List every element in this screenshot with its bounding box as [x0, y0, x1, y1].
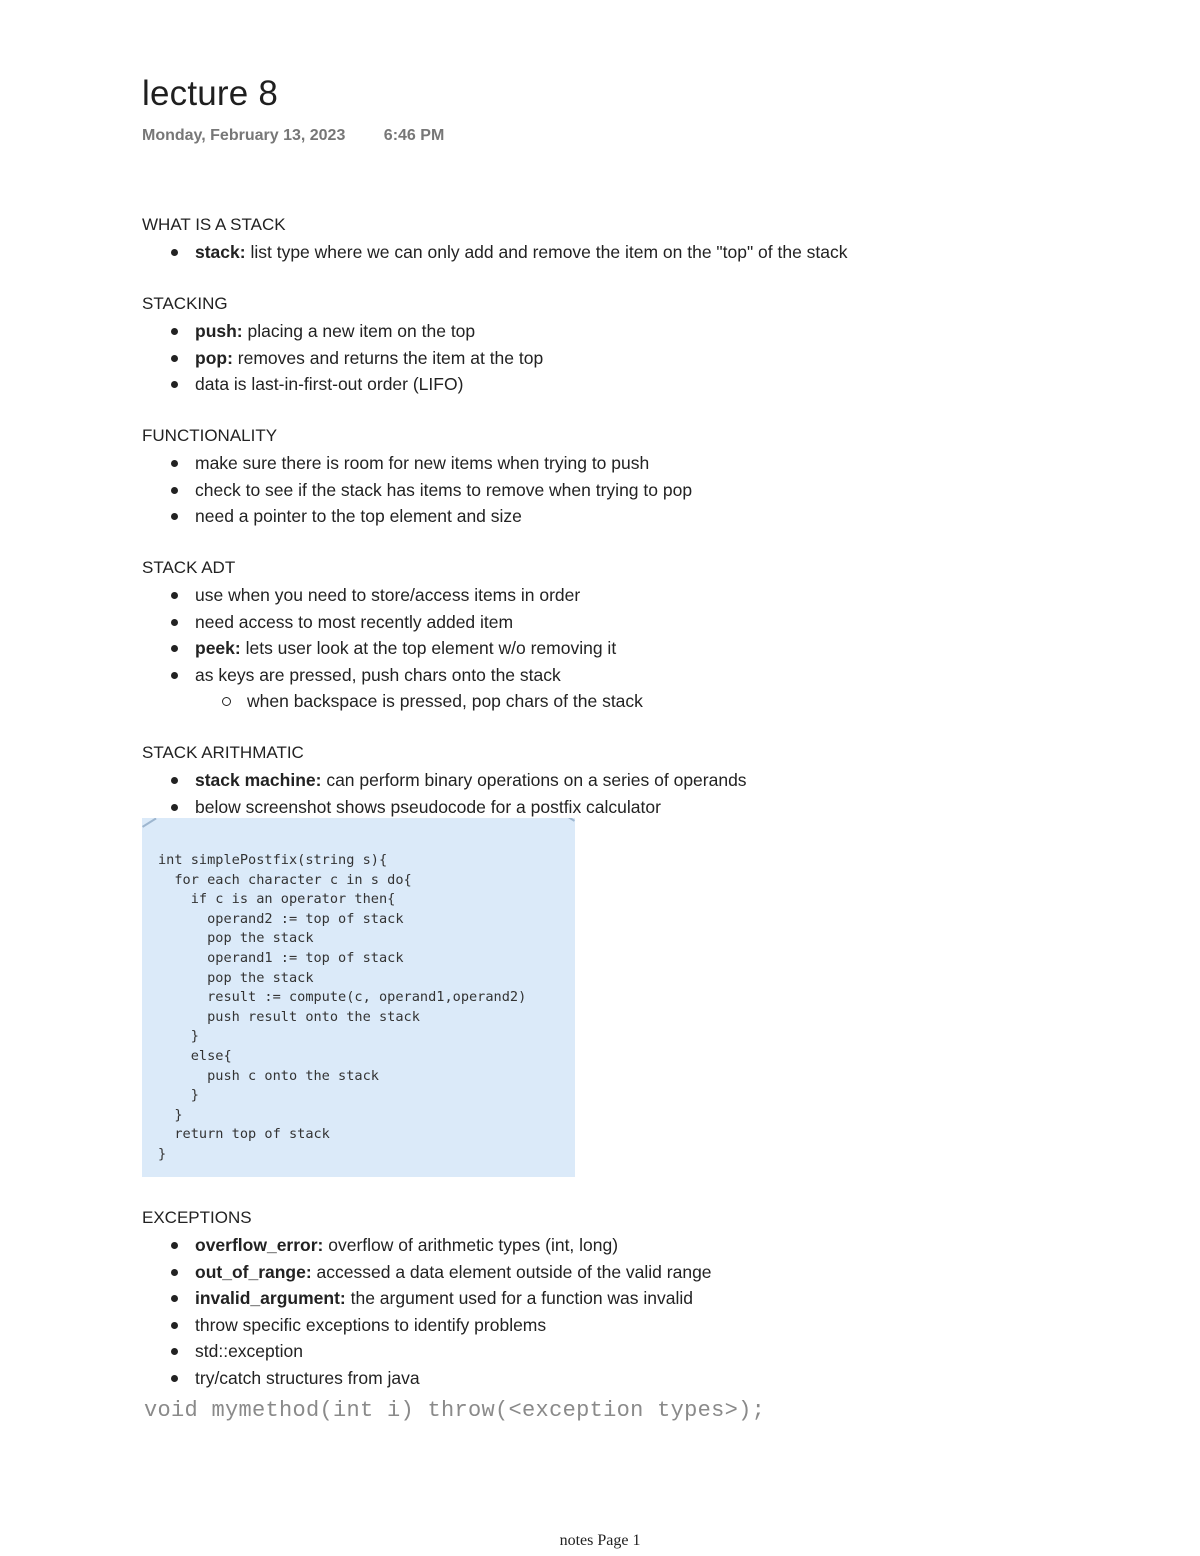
pseudocode-line: else{: [158, 1047, 232, 1064]
bullet-list-arithmetic: [142, 767, 747, 820]
bullet-item: [142, 477, 692, 504]
bullet-text: overflow of arithmetic types (int, long): [323, 1235, 619, 1255]
page-timestamp: [142, 127, 444, 145]
bullet-term: out_of_range:: [195, 1261, 312, 1282]
bullet-text: lets user look at the top element w/o removing it: [240, 638, 617, 658]
bullet-term: overflow_error:: [195, 1235, 324, 1255]
pseudocode-line: return top of stack: [158, 1126, 330, 1143]
bullet-item: [142, 662, 643, 689]
pseudocode-line: int simplePostfix(string s){: [158, 852, 388, 868]
bullet-text: below screenshot shows pseudocode for a postfix calculator: [195, 796, 661, 817]
pseudocode-line: pop the stack: [158, 930, 314, 947]
bullet-text: removes and returns the item at the top: [232, 347, 544, 368]
method-signature-code: void mymethod(int i) throw(<exception types>);: [144, 1398, 766, 1423]
bullet-term: push:: [195, 321, 243, 341]
pseudocode-line: pop the stack: [158, 969, 314, 986]
pseudocode-line: for each character c in s do{: [158, 871, 412, 888]
bullet-term: pop:: [195, 347, 233, 368]
pseudocode-screenshot: [142, 818, 575, 1177]
pseudocode-line: }: [158, 1106, 183, 1123]
bullet-term: peek:: [195, 638, 241, 658]
bullet-text: can perform binary operations on a series of operands: [321, 770, 747, 790]
bullet-item: [142, 794, 747, 821]
page-time: 6:46 PM: [383, 127, 445, 144]
page-footer: notes Page 1: [559, 1532, 641, 1549]
bullet-item: [142, 371, 543, 398]
pseudocode-line: operand1 := top of stack: [158, 949, 404, 966]
bullet-item: [142, 1365, 712, 1392]
screenshot-corner-right: [555, 818, 575, 830]
pseudocode-line: result := compute(c, operand1,operand2): [158, 989, 527, 1006]
bullet-item: [142, 450, 692, 477]
bullet-item: [142, 582, 643, 609]
bullet-text: try/catch structures from java: [195, 1367, 420, 1388]
bullet-item: [142, 1259, 712, 1286]
bullet-text: placing a new item on the top: [242, 321, 476, 341]
bullet-item: [142, 318, 543, 345]
bullet-term: invalid_argument:: [195, 1288, 346, 1308]
bullet-item: [142, 1338, 712, 1365]
section-heading-stacking: STACKING: [142, 294, 228, 313]
bullet-text: when backspace is pressed, pop chars of the stack: [247, 691, 643, 711]
bullet-term: stack machine:: [195, 770, 322, 790]
bullet-item: [142, 503, 692, 530]
section-heading-adt: STACK ADT: [142, 558, 236, 577]
bullet-text: the argument used for a function was invalid: [345, 1288, 694, 1308]
pseudocode-line: if c is an operator then{: [158, 891, 396, 908]
section-heading-stack: WHAT IS A STACK: [142, 215, 286, 234]
bullet-list-functionality: [142, 450, 692, 530]
bullet-item: [142, 345, 543, 372]
pseudocode-line: }: [158, 1145, 167, 1162]
bullet-text: check to see if the stack has items to remove when trying to pop: [195, 479, 693, 500]
bullet-list-stacking: [142, 318, 543, 398]
bullet-list-exceptions: [142, 1232, 712, 1391]
bullet-list-adt: [142, 582, 643, 715]
bullet-list-stack: [142, 239, 848, 266]
bullet-text: need a pointer to the top element and size: [195, 506, 522, 526]
sub-bullet-item: [142, 688, 643, 715]
bullet-item: [142, 1312, 712, 1339]
section-heading-exceptions: EXCEPTIONS: [142, 1208, 252, 1227]
bullet-text: std::exception: [195, 1341, 303, 1361]
pseudocode-line: }: [158, 1087, 199, 1104]
section-heading-functionality: FUNCTIONALITY: [142, 426, 278, 445]
bullet-text: make sure there is room for new items when trying to push: [195, 453, 650, 473]
bullet-text: throw specific exceptions to identify problems: [195, 1314, 547, 1335]
bullet-text: as keys are pressed, push chars onto the stack: [195, 664, 561, 685]
page-date: Monday, February 13, 2023: [142, 127, 346, 144]
bullet-item: [142, 609, 643, 636]
page-title: lecture 8: [142, 74, 279, 113]
bullet-term: stack:: [195, 242, 246, 262]
bullet-item: [142, 635, 643, 662]
screenshot-corner-left: [142, 818, 162, 836]
bullet-text: accessed a data element outside of the valid range: [311, 1261, 712, 1282]
section-heading-arithmetic: STACK ARITHMATIC: [142, 743, 304, 762]
pseudocode-line: operand2 := top of stack: [158, 910, 404, 927]
bullet-text: list type where we can only add and remove the item on the "top" of the stack: [245, 242, 848, 262]
pseudocode-lines: [158, 851, 575, 1165]
bullet-item: [142, 1232, 712, 1259]
pseudocode-line: }: [158, 1028, 199, 1045]
bullet-text: data is last-in-first-out order (LIFO): [195, 374, 464, 394]
bullet-item: [142, 239, 848, 266]
bullet-text: need access to most recently added item: [195, 611, 514, 632]
bullet-item: [142, 1285, 712, 1312]
bullet-item: [142, 767, 747, 794]
bullet-text: use when you need to store/access items in order: [195, 585, 581, 605]
pseudocode-line: push c onto the stack: [158, 1067, 379, 1084]
pseudocode-line: push result onto the stack: [158, 1008, 420, 1025]
